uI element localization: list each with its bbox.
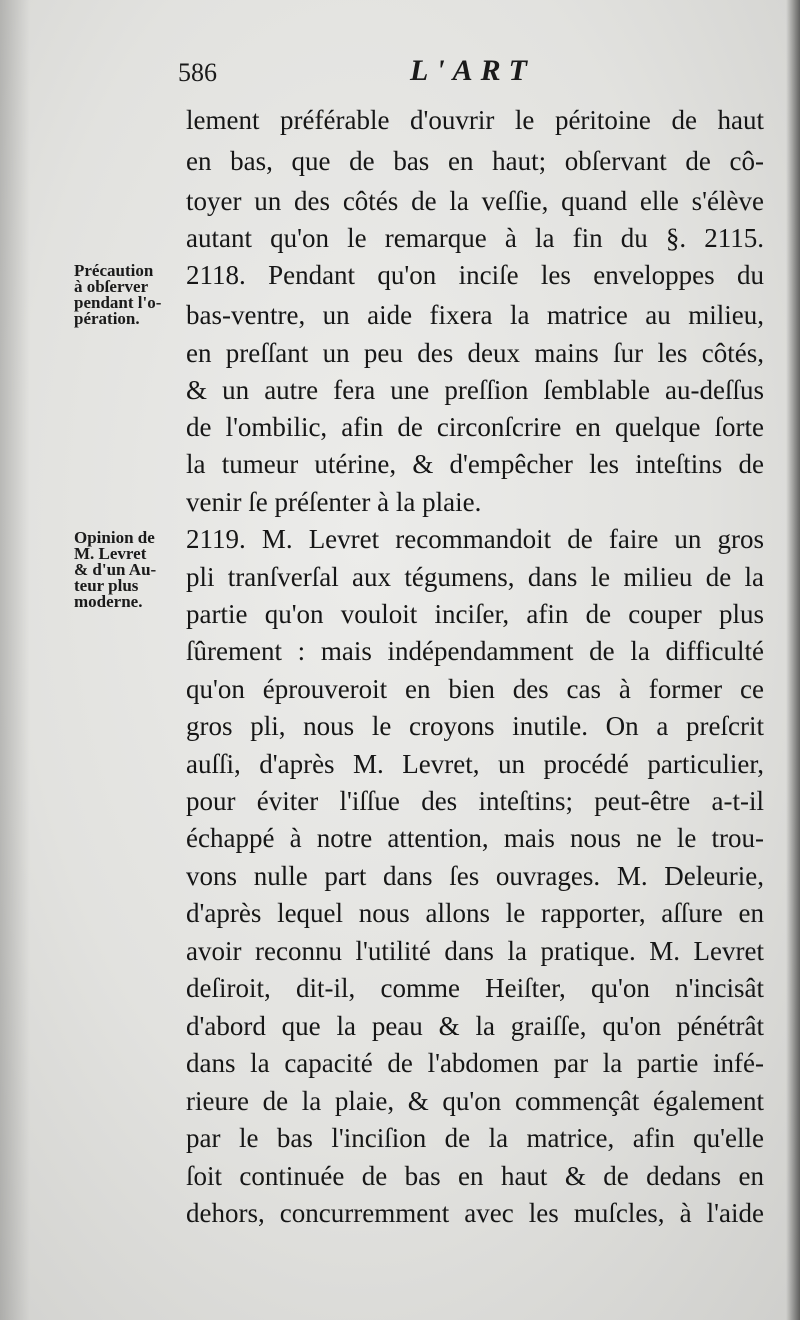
text-line: ſûrement : mais indépendamment de la difficulté (186, 636, 764, 666)
text-line: vons nulle part dans ſes ouvrages. M. Deleurie, (186, 861, 764, 891)
margin-note-opinion (74, 530, 188, 610)
margin-note-line: Opinion de (74, 528, 155, 547)
page-number: 586 (178, 58, 217, 87)
text-line: en bas, que de bas en haut; obſervant de cô- (186, 146, 764, 176)
text-line: ſoit continuée de bas en haut & de dedans en (186, 1161, 764, 1191)
text-line: par le bas l'inciſion de la matrice, afin qu'elle (186, 1123, 764, 1153)
page-edge (786, 0, 800, 1320)
gutter-shadow (0, 0, 30, 1320)
text-line: dans la capacité de l'abdomen par la partie infé- (186, 1048, 764, 1078)
margin-note-line: moderne. (74, 592, 143, 611)
text-line: autant qu'on le remarque à la fin du §. 2115. (186, 223, 764, 253)
text-line: de l'ombilic, afin de circonſcrire en quelque ſorte (186, 412, 764, 442)
text-line: lement préférable d'ouvrir le péritoine de haut (186, 105, 764, 135)
margin-note-line: Précaution (74, 261, 154, 280)
text-line: en preſſant un peu des deux mains ſur les côtés, (186, 338, 764, 368)
text-line: pour éviter l'iſſue des inteſtins; peut-être a-t-il (186, 786, 764, 816)
margin-note-line: teur plus (74, 576, 139, 595)
text-line: qu'on éprouveroit en bien des cas à former ce (186, 674, 764, 704)
margin-note-line: & d'un Au- (74, 560, 157, 579)
margin-note-precaution (74, 263, 188, 327)
text-line: échappé à notre attention, mais nous ne le trou- (186, 823, 764, 853)
text-line: pli tranſverſal aux tégumens, dans le milieu de la (186, 562, 764, 592)
paragraph-2119-start: 2119. M. Levret recommandoit de faire un gros (186, 524, 764, 554)
margin-note-line: pération. (74, 309, 140, 328)
margin-note-line: M. Levret (74, 544, 147, 563)
text-line: auſſi, d'après M. Levret, un procédé particulier, (186, 749, 764, 779)
text-line: & un autre fera une preſſion ſemblable au-deſſus (186, 375, 764, 405)
text-line: gros pli, nous le croyons inutile. On a preſcrit (186, 711, 764, 741)
text-line: partie qu'on vouloit inciſer, afin de couper plus (186, 599, 764, 629)
running-title: L'ART (410, 54, 536, 87)
text-line: la tumeur utérine, & d'empêcher les inteſtins de (186, 449, 764, 479)
text-line: d'abord que la peau & la graiſſe, qu'on pénétrât (186, 1011, 764, 1041)
margin-note-line: à obſerver (74, 277, 149, 296)
text-line: dehors, concurremment avec les muſcles, à l'aide (186, 1198, 764, 1228)
page-header (178, 52, 768, 96)
text-line: avoir reconnu l'utilité dans la pratique. M. Levret (186, 936, 764, 966)
text-line: rieure de la plaie, & qu'on commençât également (186, 1086, 764, 1116)
text-line: venir ſe préſenter à la plaie. (186, 487, 482, 517)
paragraph-2118-start: 2118. Pendant qu'on inciſe les enveloppes du (186, 260, 764, 290)
text-line: bas-ventre, un aide fixera la matrice au milieu, (186, 300, 764, 330)
text-line: toyer un des côtés de la veſſie, quand elle s'élève (186, 186, 764, 216)
margin-note-line: pendant l'o- (74, 293, 162, 312)
text-line: d'après lequel nous allons le rapporter, aſſure en (186, 898, 764, 928)
text-line: deſiroit, dit-il, comme Heiſter, qu'on n'incisât (186, 973, 764, 1003)
